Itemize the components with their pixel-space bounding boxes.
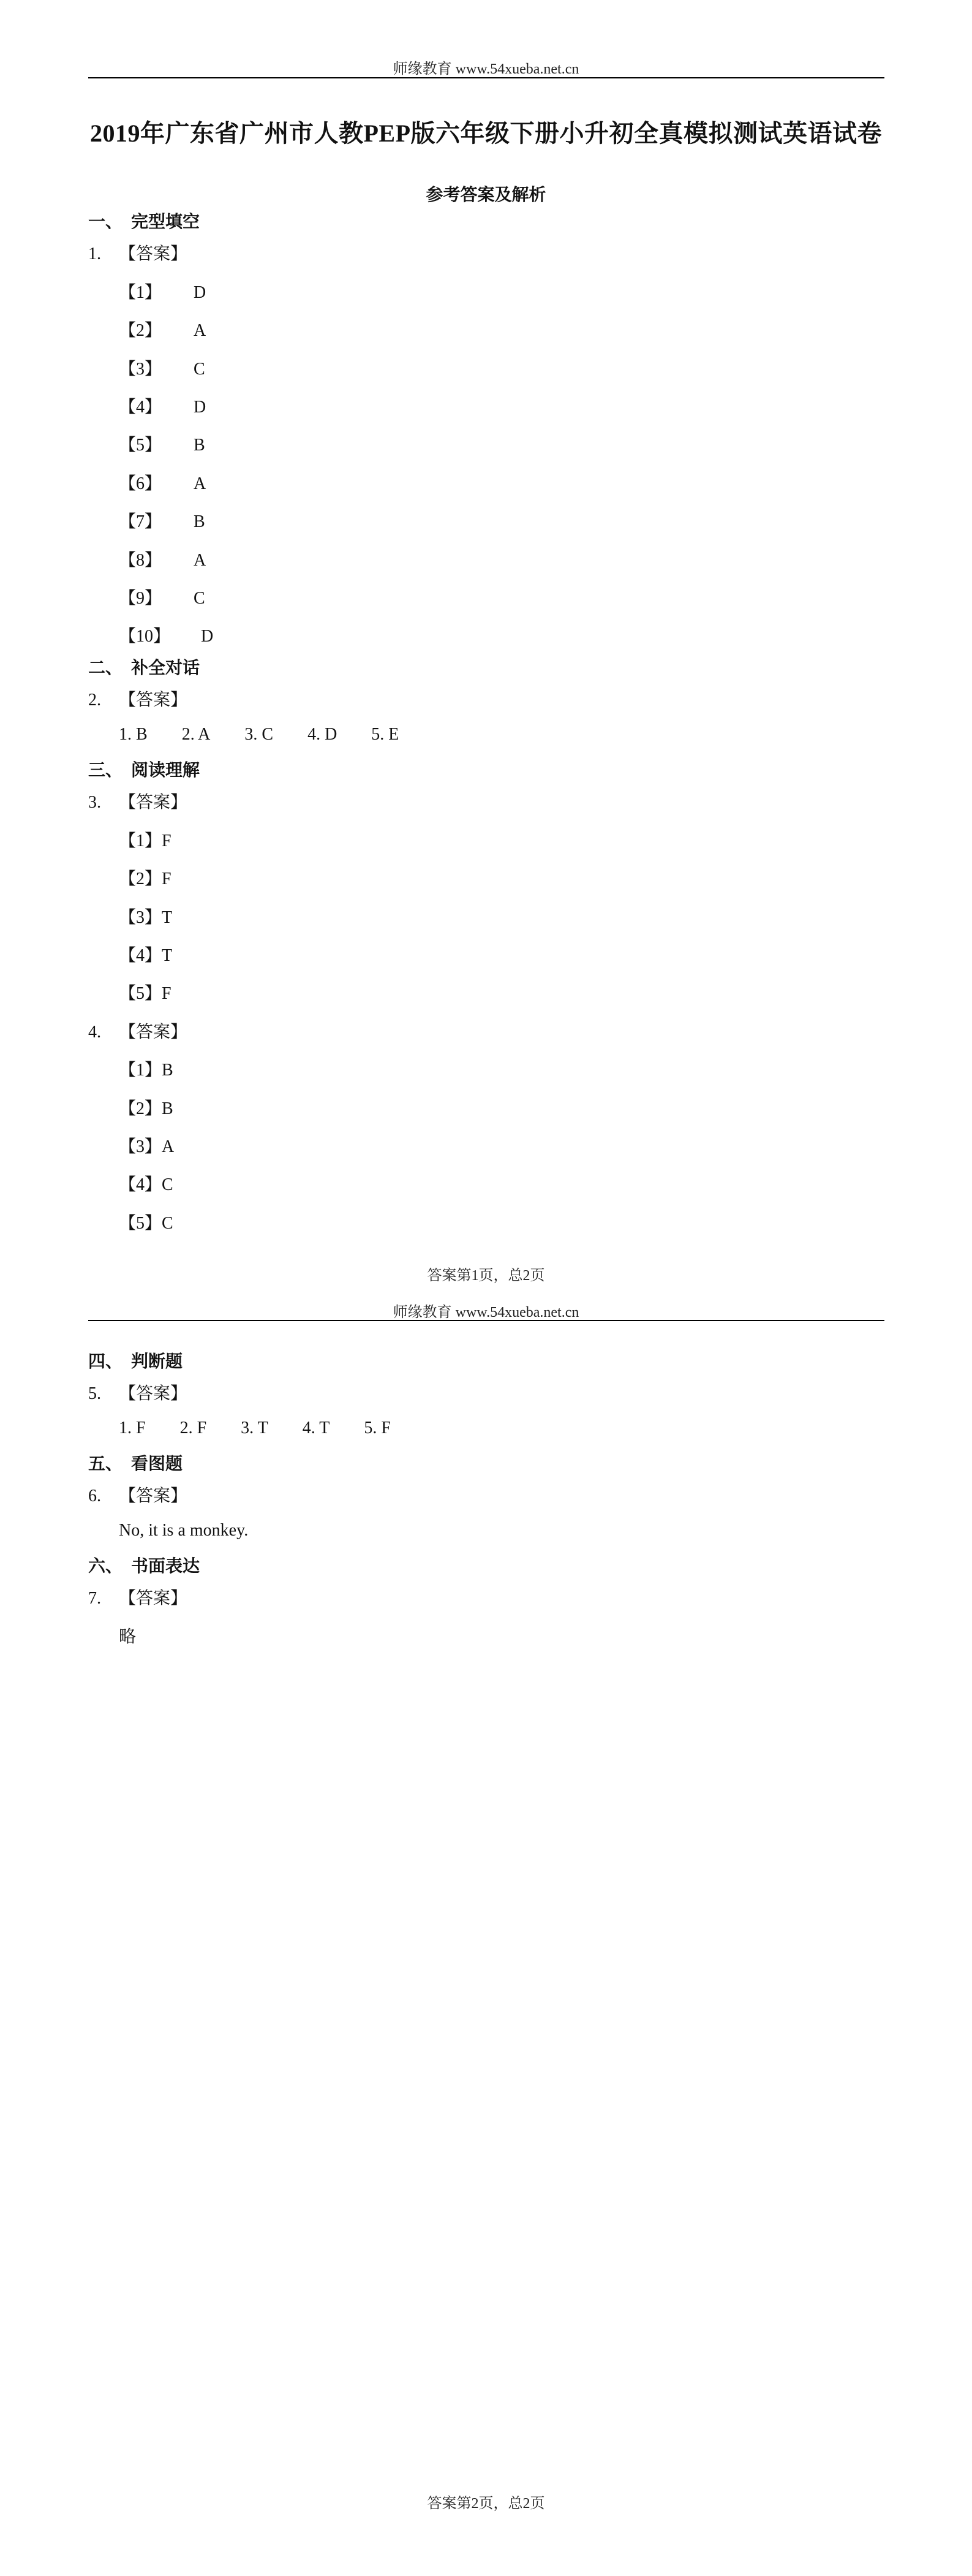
answer-item-label: 【1】 bbox=[119, 832, 162, 850]
question-2 bbox=[88, 686, 187, 711]
answer-item bbox=[119, 1210, 173, 1234]
answer-item bbox=[119, 470, 206, 494]
answer-item-value: D bbox=[201, 627, 214, 646]
answer-item bbox=[119, 623, 213, 647]
answer-label: 【答案】 bbox=[119, 1384, 188, 1403]
page-footer: 答案第1页，总2页 bbox=[427, 1268, 545, 1284]
question-number: 7. bbox=[88, 1589, 101, 1608]
section-6-heading bbox=[88, 1553, 200, 1577]
document-title: 2019年广东省广州市人教PEP版六年级下册小升初全真模拟测试英语试卷 bbox=[89, 119, 883, 147]
answer-item bbox=[119, 508, 205, 532]
answer-item: 2. F bbox=[179, 1419, 207, 1438]
section-title: 阅读理解 bbox=[131, 761, 200, 780]
answer-item-label: 【9】 bbox=[119, 589, 162, 608]
answer-item-label: 【4】 bbox=[119, 398, 162, 417]
header-rule bbox=[88, 77, 884, 78]
answer-item-value: A bbox=[194, 321, 206, 340]
answer-item bbox=[119, 585, 205, 609]
answer-item-value: T bbox=[162, 946, 173, 965]
answer-item bbox=[119, 393, 206, 418]
answer-item bbox=[119, 942, 172, 966]
answer-item-label: 【8】 bbox=[119, 551, 162, 570]
question-5 bbox=[88, 1380, 187, 1404]
answer-item-label: 【5】 bbox=[119, 1214, 162, 1233]
answer-item: 2. A bbox=[181, 725, 211, 744]
answer-row bbox=[119, 1419, 425, 1438]
page-2 bbox=[0, 1288, 972, 2576]
section-title: 判断题 bbox=[131, 1352, 183, 1371]
section-number: 三、 bbox=[88, 761, 123, 780]
answer-item-label: 【2】 bbox=[119, 321, 162, 340]
answer-item: 5. F bbox=[364, 1419, 391, 1438]
page-footer: 答案第2页，总2页 bbox=[427, 2496, 545, 2512]
section-title: 补全对话 bbox=[131, 659, 200, 678]
answer-item bbox=[119, 1171, 173, 1195]
answer-item-value: C bbox=[162, 1175, 173, 1194]
answer-item-label: 【4】 bbox=[119, 1175, 162, 1194]
answer-item bbox=[119, 865, 171, 890]
answer-item-label: 【4】 bbox=[119, 946, 162, 965]
answer-item bbox=[119, 1056, 173, 1081]
section-4-heading bbox=[88, 1348, 183, 1373]
answer-row bbox=[119, 725, 433, 744]
page-header: 师缘教育 www.54xueba.net.cn bbox=[393, 1305, 579, 1320]
answer-label: 【答案】 bbox=[119, 244, 188, 263]
question-4 bbox=[88, 1018, 187, 1043]
page-header: 师缘教育 www.54xueba.net.cn bbox=[393, 61, 579, 77]
answer-item bbox=[119, 1133, 174, 1157]
question-number: 2. bbox=[88, 691, 101, 710]
answer-item-label: 【6】 bbox=[119, 474, 162, 493]
section-number: 六、 bbox=[88, 1557, 123, 1576]
answer-text: 略 bbox=[119, 1627, 137, 1646]
answer-item-label: 【5】 bbox=[119, 984, 162, 1003]
section-5-heading bbox=[88, 1450, 183, 1475]
question-number: 5. bbox=[88, 1384, 101, 1403]
section-number: 五、 bbox=[88, 1455, 123, 1474]
answer-item-value: B bbox=[162, 1061, 173, 1080]
answer-label: 【答案】 bbox=[119, 793, 188, 812]
answer-item-label: 【3】 bbox=[119, 360, 162, 379]
answer-item bbox=[119, 1095, 173, 1119]
section-2-heading bbox=[88, 654, 200, 679]
question-3 bbox=[88, 789, 187, 813]
answer-item-label: 【10】 bbox=[119, 627, 171, 646]
answer-item-label: 【3】 bbox=[119, 1137, 162, 1156]
section-title: 完型填空 bbox=[131, 213, 200, 232]
answer-item-value: D bbox=[194, 283, 206, 302]
answer-item-value: C bbox=[194, 360, 205, 379]
answer-item bbox=[119, 431, 205, 456]
answer-item: 1. F bbox=[119, 1419, 146, 1438]
answer-item: 4. T bbox=[302, 1419, 330, 1438]
answer-item: 4. D bbox=[307, 725, 337, 744]
answer-item-value: F bbox=[162, 832, 171, 850]
answer-label: 【答案】 bbox=[119, 1023, 188, 1042]
answer-item bbox=[119, 355, 205, 380]
answer-label: 【答案】 bbox=[119, 691, 188, 710]
answer-item bbox=[119, 980, 171, 1004]
answer-item-label: 【2】 bbox=[119, 869, 162, 888]
section-3-heading bbox=[88, 757, 200, 781]
answer-item bbox=[119, 547, 206, 571]
answer-text: No, it is a monkey. bbox=[119, 1521, 249, 1540]
question-6 bbox=[88, 1482, 187, 1507]
answer-item-label: 【7】 bbox=[119, 512, 162, 531]
answer-item-value: F bbox=[162, 869, 171, 888]
answer-item bbox=[119, 279, 206, 303]
section-title: 看图题 bbox=[131, 1455, 183, 1474]
answer-item-value: C bbox=[162, 1214, 173, 1233]
answer-label: 【答案】 bbox=[119, 1487, 188, 1506]
section-title: 书面表达 bbox=[131, 1557, 200, 1576]
answer-item bbox=[119, 827, 171, 852]
answer-item-value: A bbox=[194, 474, 206, 493]
answer-item: 1. B bbox=[119, 725, 148, 744]
section-1-heading bbox=[88, 208, 200, 233]
question-number: 1. bbox=[88, 244, 101, 263]
section-number: 四、 bbox=[88, 1352, 123, 1371]
question-7 bbox=[88, 1585, 187, 1609]
answer-item: 5. E bbox=[371, 725, 399, 744]
answer-item: 3. T bbox=[241, 1419, 268, 1438]
section-number: 二、 bbox=[88, 659, 123, 678]
answer-item bbox=[119, 904, 172, 928]
answer-item-value: B bbox=[194, 436, 205, 455]
answer-item-value: F bbox=[162, 984, 171, 1003]
answer-item-label: 【1】 bbox=[119, 283, 162, 302]
answer-item-value: D bbox=[194, 398, 206, 417]
answer-item-label: 【2】 bbox=[119, 1099, 162, 1118]
answer-item-value: B bbox=[194, 512, 205, 531]
document-subtitle: 参考答案及解析 bbox=[426, 186, 546, 205]
answer-item-value: A bbox=[194, 551, 206, 570]
answer-item-label: 【1】 bbox=[119, 1061, 162, 1080]
answer-item bbox=[119, 317, 206, 341]
question-number: 3. bbox=[88, 793, 101, 812]
question-number: 6. bbox=[88, 1487, 101, 1506]
question-number: 4. bbox=[88, 1023, 101, 1042]
answer-label: 【答案】 bbox=[119, 1589, 188, 1608]
section-number: 一、 bbox=[88, 213, 123, 232]
header-rule bbox=[88, 1320, 884, 1321]
answer-item-label: 【5】 bbox=[119, 436, 162, 455]
answer-item-value: B bbox=[162, 1099, 173, 1118]
answer-item: 3. C bbox=[244, 725, 274, 744]
question-1 bbox=[88, 240, 187, 265]
answer-item-label: 【3】 bbox=[119, 908, 162, 927]
answer-item-value: C bbox=[194, 589, 205, 608]
answer-item-value: A bbox=[162, 1137, 175, 1156]
answer-item-value: T bbox=[162, 908, 173, 927]
